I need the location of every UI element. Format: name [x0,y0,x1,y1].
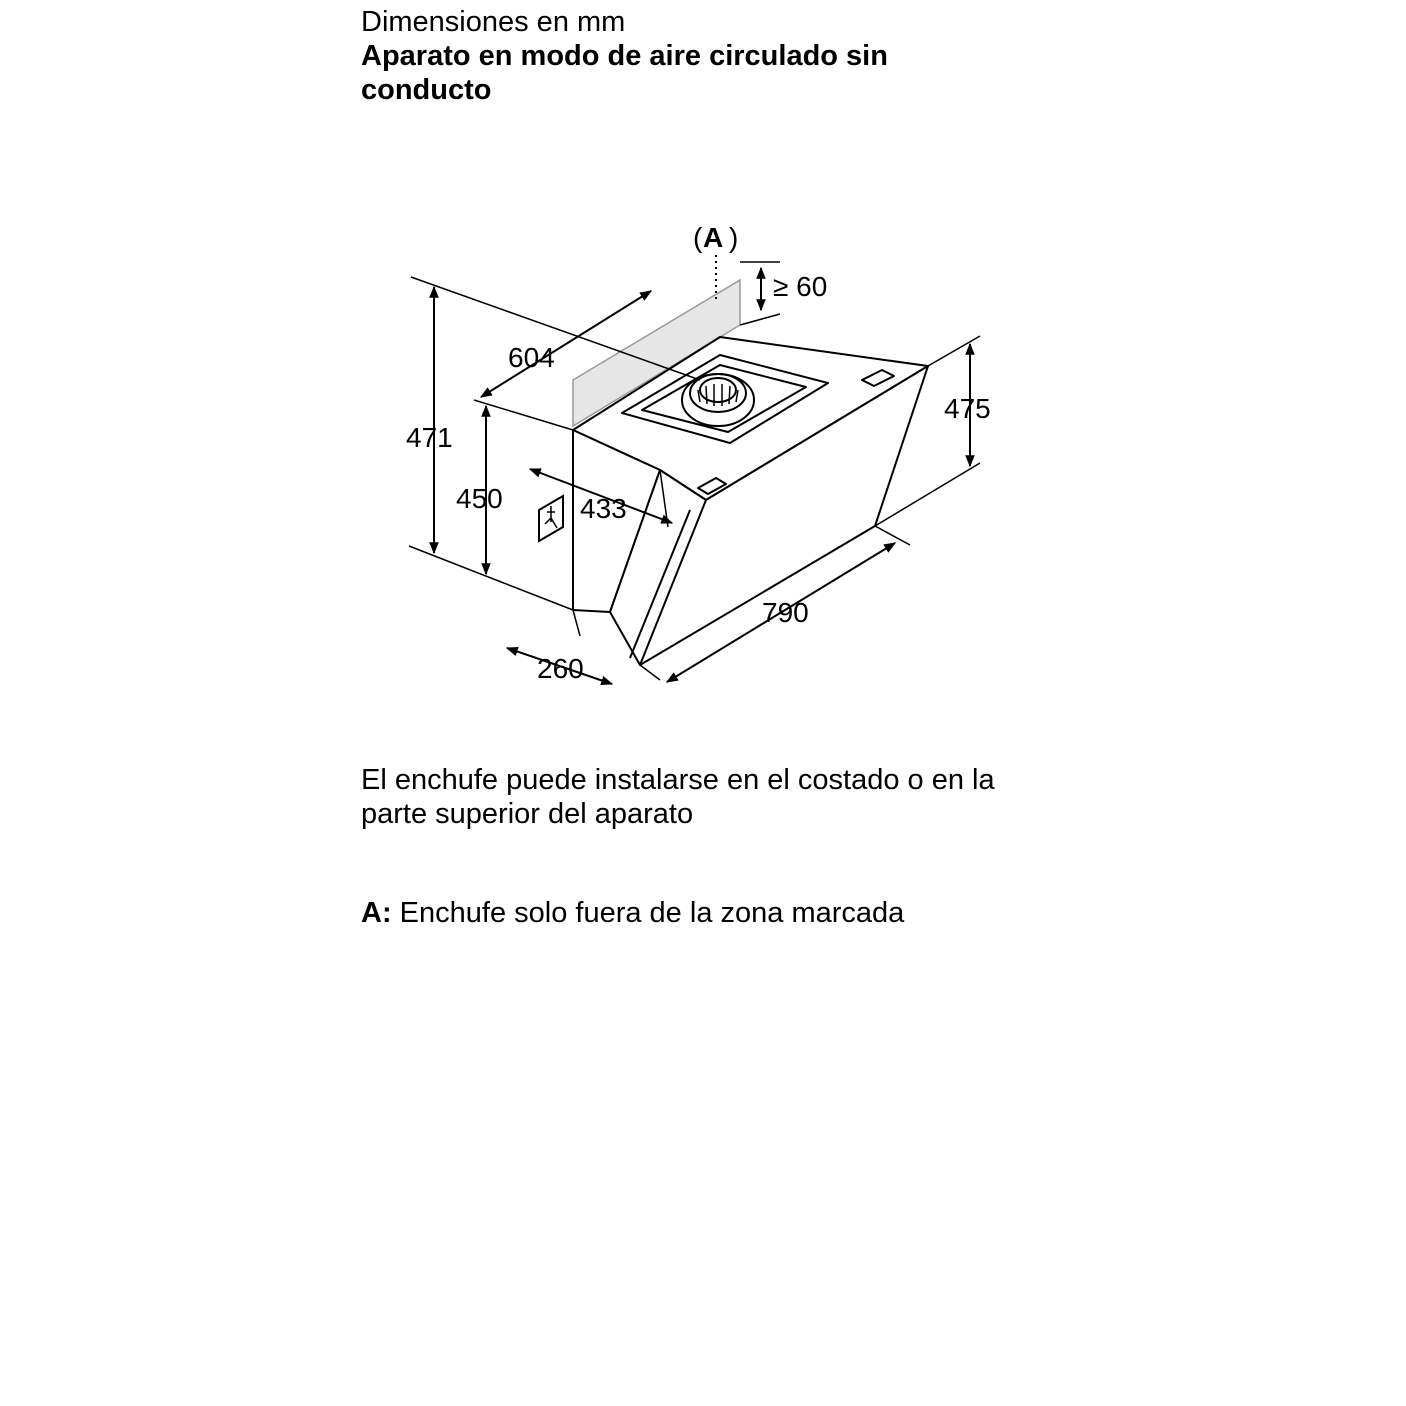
dim-450-label: 450 [456,483,503,514]
dim-260-label: 260 [537,653,584,684]
dim-475-label: 475 [944,393,991,424]
marker-close-paren: ) [729,222,739,253]
legend-text: Enchufe solo fuera de la zona marcada [399,897,905,929]
units-subtitle: Dimensiones en mm [361,6,626,38]
dim-433-label: 433 [580,493,627,524]
dim-clearance-label: ≥ 60 [773,271,828,302]
marker-open-paren: ( [693,222,703,253]
plug-outlet-icon [539,496,563,541]
installation-note: El enchufe puede instalarse en el costado o en la parte superior del aparato [361,764,995,830]
dim-471-label: 471 [406,422,453,453]
legend-a [361,896,1041,930]
marker-letter-a: A [703,222,724,253]
legend-key: A: [361,897,392,929]
mode-title: Aparato en modo de aire circulado sin conducto [361,40,888,106]
fan-motor-icon [682,374,754,426]
dim-790-label: 790 [762,597,809,628]
dim-604-label: 604 [508,342,555,373]
